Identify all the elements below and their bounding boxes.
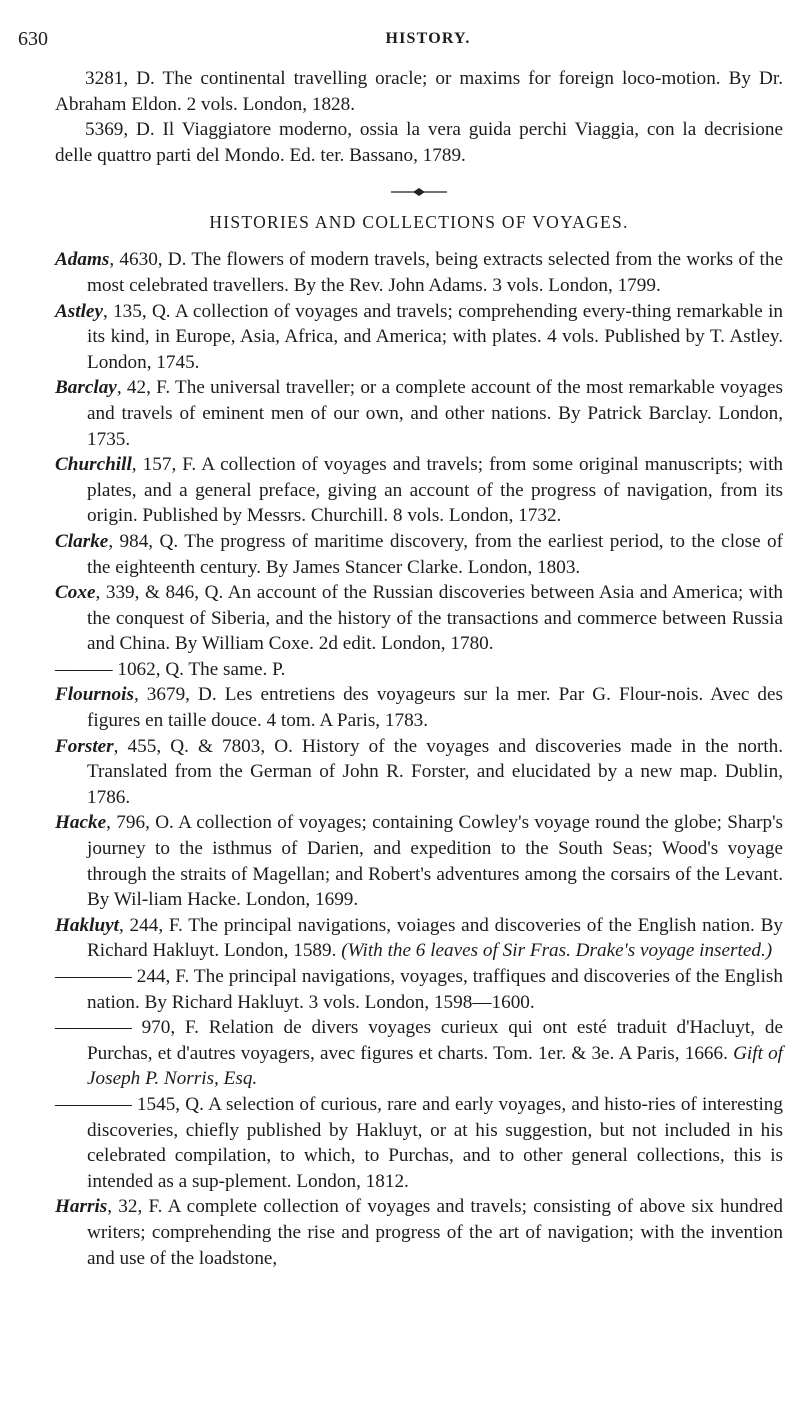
ditto-dash: ——— bbox=[55, 658, 113, 680]
catalog-entry: 5369, D. Il Viaggiatore moderno, ossia la vera guida perchi Viaggia, con la decrisione delle quattro parti del Mondo. Ed. ter. Bassano, 1789. bbox=[55, 119, 783, 166]
catalog-entry bbox=[55, 734, 783, 811]
catalog-entry bbox=[55, 529, 783, 580]
entry-text: , 984, Q. The progress of maritime discovery, from the earliest period, to the close of the eighteenth century. By James Stancer Clarke. London, 1803. bbox=[87, 530, 783, 578]
ornament-icon bbox=[389, 184, 449, 200]
catalog-entry bbox=[55, 247, 783, 298]
entry-note: Gift of Joseph P. Norris, Esq. bbox=[87, 1042, 783, 1090]
entry-text: 244, F. The principal navigations, voyages, traffiques and discoveries of the English nation. By Richard Hakluyt. 3 vols. London, 1598—1600. bbox=[87, 966, 783, 1013]
entry-author: Adams bbox=[55, 249, 110, 271]
entry-author: Harris bbox=[55, 1196, 108, 1218]
page-number: 630 bbox=[18, 28, 48, 50]
entry-text: , 42, F. The universal traveller; or a complete account of the most remarkable voyages and travels of eminent men of our own, and other nations. By Patrick Barclay. London, 1735. bbox=[87, 377, 783, 450]
page-header bbox=[18, 20, 778, 60]
entry-text: 1062, Q. The same. P. bbox=[112, 658, 286, 680]
entry-text: , 796, O. A collection of voyages; containing Cowley's voyage round the globe; Sharp's journey to the isthmus of Darien, and expedition to the South Seas; Wood's voyage through the straits of Magellan; and Robert's adventures among the corsairs of the Levant. By Wil-liam Hacke. London, 1699. bbox=[87, 812, 783, 911]
catalog-entry bbox=[55, 810, 783, 912]
catalog-entry bbox=[55, 375, 783, 452]
catalog-entry bbox=[55, 580, 783, 657]
ornamental-rule bbox=[55, 184, 783, 202]
catalog-entry bbox=[55, 1092, 783, 1194]
entry-author: Astley bbox=[55, 300, 103, 322]
catalog-entry: 3281, D. The continental travelling oracle; or maxims for foreign loco-motion. By Dr. Abraham Eldon. 2 vols. London, 1828. bbox=[55, 68, 783, 115]
catalog-entry bbox=[55, 1015, 783, 1092]
entry-author: Barclay bbox=[55, 377, 117, 399]
catalog-entry bbox=[55, 299, 783, 376]
entry-note: (With the 6 leaves of Sir Fras. Drake's voyage inserted.) bbox=[341, 940, 773, 962]
catalog-entry bbox=[55, 682, 783, 733]
entry-text: , 157, F. A collection of voyages and travels; from some original manuscripts; with plates, and a general preface, giving an account of the progress of navigation, from its origin. Published by Messrs. Churchill. 8 vols. London, 1732. bbox=[87, 454, 783, 527]
entry-text: , 32, F. A complete collection of voyages and travels; consisting of above six hundred writers; comprehending the rise and progress of the art of navigation; with the invention and use of the loadstone, bbox=[87, 1196, 783, 1269]
catalog-entry bbox=[55, 964, 783, 1015]
catalog-entry bbox=[55, 452, 783, 529]
entry-author: Hakluyt bbox=[55, 914, 119, 936]
entry-author: Forster bbox=[55, 735, 114, 757]
entry-text: , 339, & 846, Q. An account of the Russian discoveries between Asia and America; with the conquest of Siberia, and the history of the transactions and commerce between Russia and China. By William Coxe. 2d edit. London, 1780. bbox=[87, 582, 783, 655]
catalog-entry bbox=[55, 913, 783, 964]
entry-text: 970, F. Relation de divers voyages curieux qui ont esté traduit d'Hacluyt, de Purchas, et d'autres voyagers, avec figures et charts. Tom. 1er. & 3e. A Paris, 1666. bbox=[87, 1017, 783, 1064]
entry-author: Clarke bbox=[55, 530, 109, 552]
page-body bbox=[55, 66, 783, 1271]
entry-author: Flournois bbox=[55, 684, 134, 706]
ditto-dash: ———— bbox=[55, 1093, 132, 1115]
entry-author: Coxe bbox=[55, 582, 96, 604]
section-heading: HISTORIES AND COLLECTIONS OF VOYAGES. bbox=[209, 212, 629, 233]
ditto-dash: ———— bbox=[55, 966, 132, 987]
running-head: HISTORY. bbox=[385, 30, 471, 47]
entry-text: , 455, Q. & 7803, O. History of the voyages and discoveries made in the north. Translated from the German of John R. Forster, and elucidated by a new map. Dublin, 1786. bbox=[87, 735, 783, 808]
entry-author: Hacke bbox=[55, 812, 107, 834]
catalog-entry bbox=[55, 1194, 783, 1271]
catalog-entry bbox=[55, 657, 783, 683]
entry-author: Churchill bbox=[55, 454, 132, 476]
entry-text: 1545, Q. A selection of curious, rare and early voyages, and histo-ries of interesting discoveries, chiefly published by Hakluyt, or at his suggestion, but not included in his celebrated compilation, to which, to Purchas, and to other general collections, this is intended as a sup-plement. London, 1812. bbox=[87, 1093, 783, 1192]
ditto-dash: ———— bbox=[55, 1017, 132, 1039]
entry-text: , 4630, D. The flowers of modern travels, being extracts selected from the works of the most celebrated travellers. By the Rev. John Adams. 3 vols. London, 1799. bbox=[87, 249, 783, 296]
entry-text: , 135, Q. A collection of voyages and travels; comprehending every-thing remarkable in its kind, in Europe, Asia, Africa, and America; with plates. 4 vols. Published by T. Astley. London, 1745. bbox=[87, 300, 783, 373]
entry-text: , 244, F. The principal navigations, voiages and discoveries of the English nation. By Richard Hakluyt. London, 1589. bbox=[87, 914, 783, 962]
entry-text: , 3679, D. Les entretiens des voyageurs sur la mer. Par G. Flour-nois. Avec des figures en taille douce. 4 tom. A Paris, 1783. bbox=[87, 684, 783, 732]
